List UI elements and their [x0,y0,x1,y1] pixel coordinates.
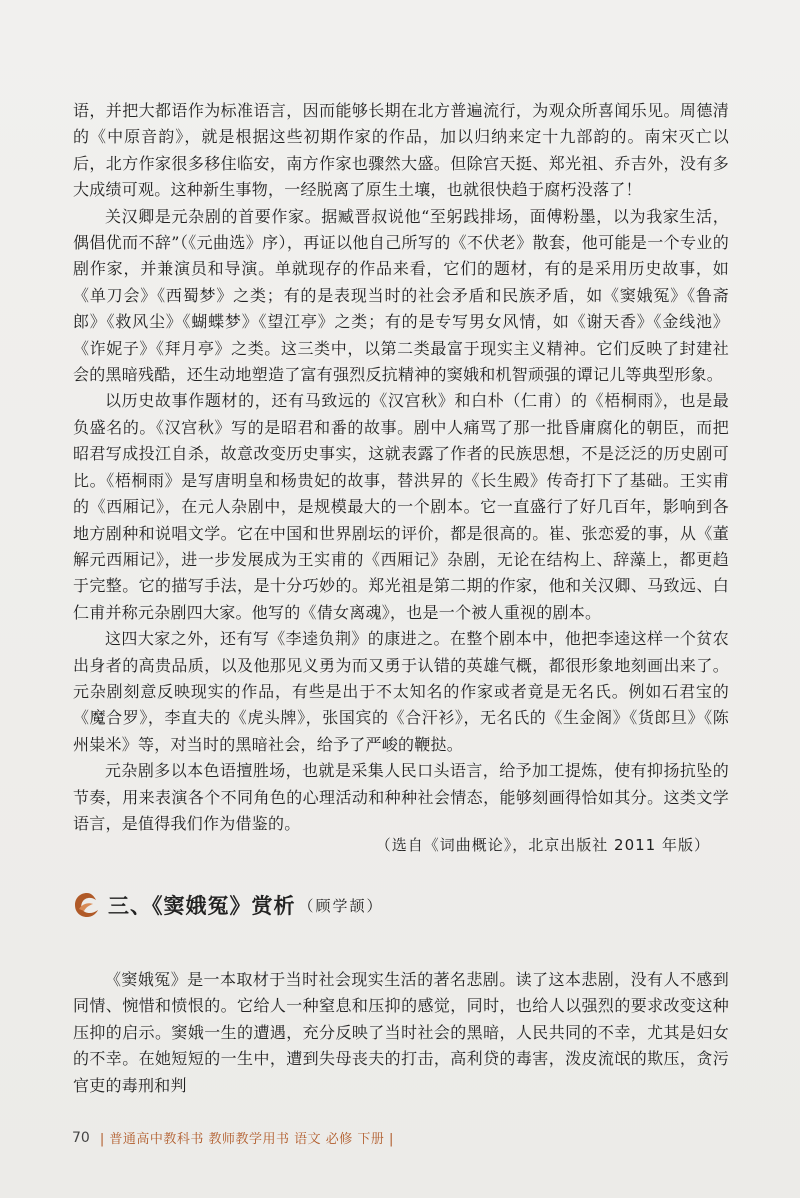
page-footer [72,1128,394,1147]
body-bottom [73,967,729,1099]
paragraph-4: 这四大家之外，还有写《李逵负荆》的康进之。在整个剧本中，他把李逵这样一个贫农出身者的高贵品质，以及他那见义勇为而又勇于认错的英雄气概，都很形象地刻画出来了。元杂剧刻意反映现实的作品，有些是出于不太知名的作家或者竟是无名氏。例如石君宝的《魔合罗》，李直夫的《虎头牌》，张国宾的《合汗衫》，无名氏的《生金阁》《货郎旦》《陈州粜米》等，对当时的黑暗社会，给予了严峻的鞭挞。 [73,629,729,754]
paragraph-5: 元杂剧多以本色语擅胜场，也就是采集人民口头语言，给予加工提炼，使有抑扬抗坠的节奏，用来表演各个不同角色的心理活动和种种社会情态，能够刻画得恰如其分。这类文学语言，是值得我们作为借鉴的。 [73,761,729,833]
page-number: 70 [72,1129,90,1146]
paragraph-2: 关汉卿是元杂剧的首要作家。据臧晋叔说他“至躬践排场，面傅粉墨，以为我家生活，偶倡优而不辞”（《元曲选》序），再证以他自己所写的《不伏老》散套，他可能是一个专业的剧作家，并兼演员和导演。单就现存的作品来看，它们的题材，有的是采用历史故事，如《单刀会》《西蜀梦》之类；有的是表现当时的社会矛盾和民族矛盾，如《窦娥冤》《鲁斋郎》《救风尘》《蝴蝶梦》《望江亭》之类；有的是专写男女风情，如《谢天香》《金线池》《诈妮子》《拜月亭》之类。这三类中，以第二类最富于现实主义精神。它们反映了封建社会的黑暗残酷，还生动地塑造了富有强烈反抗精神的窦娥和机智顽强的谭记儿等典型形象。 [73,206,729,385]
book-title: | 普通高中教科书 教师教学用书 语文 必修 下册 | [99,1132,394,1147]
source-note: （选自《词曲概论》，北京出版社 2011 年版） [375,836,710,854]
section-author: （顾学颉） [298,896,384,915]
paragraph-6: 《窦娥冤》是一本取材于当时社会现实生活的著名悲剧。读了这本悲剧，没有人不感到同情、惋惜和愤恨的。它给人一种窒息和压抑的感觉，同时，也给人以强烈的要求改变这种压抑的启示。窦娥一生的遭遇，充分反映了当时社会的黑暗，人民共同的不幸，尤其是妇女的不幸。在她短短的一生中，遭到失母丧夫的打击，高利贷的毒害，泼皮流氓的欺压，贪污官吏的毒刑和判 [73,970,729,1095]
paragraph-3: 以历史故事作题材的，还有马致远的《汉宫秋》和白朴（仁甫）的《梧桐雨》，也是最负盛名的。《汉宫秋》写的是昭君和番的故事。剧中人痛骂了那一批昏庸腐化的朝臣，而把昭君写成投江自杀，故意改变历史事实，这就表露了作者的民族思想，不是泛泛的历史剧可比。《梧桐雨》是写唐明皇和杨贵妃的故事，替洪昇的《长生殿》传奇打下了基础。王实甫的《西厢记》，在元人杂剧中，是规模最大的一个剧本。它一直盛行了好几百年，影响到各地方剧种和说唱文学。它在中国和世界剧坛的评价，都是很高的。崔、张恋爱的事，从《董解元西厢记》，进一步发展成为王实甫的《西厢记》杂剧，无论在结构上、辞藻上，都更趋于完整。它的描写手法，是十分巧妙的。郑光祖是第二期的作家，他和关汉卿、马致远、白仁甫并称元杂剧四大家。他写的《倩女离魂》，也是一个被人重视的剧本。 [73,391,729,622]
body-top [73,98,729,837]
section-heading [72,887,384,923]
brush-swirl-icon [72,890,102,920]
paragraph-1: 语，并把大都语作为标准语言，因而能够长期在北方普遍流行，为观众所喜闻乐见。周德清的《中原音韵》，就是根据这些初期作家的作品，加以归纳来定十九部韵的。南宋灭亡以后，北方作家很多移住临安，南方作家也骤然大盛。但除宫天挺、郑光祖、乔吉外，没有多大成绩可观。这种新生事物，一经脱离了原生土壤，也就很快趋于腐朽没落了！ [73,101,729,200]
section-title: 三、《窦娥冤》赏析 [108,894,296,918]
